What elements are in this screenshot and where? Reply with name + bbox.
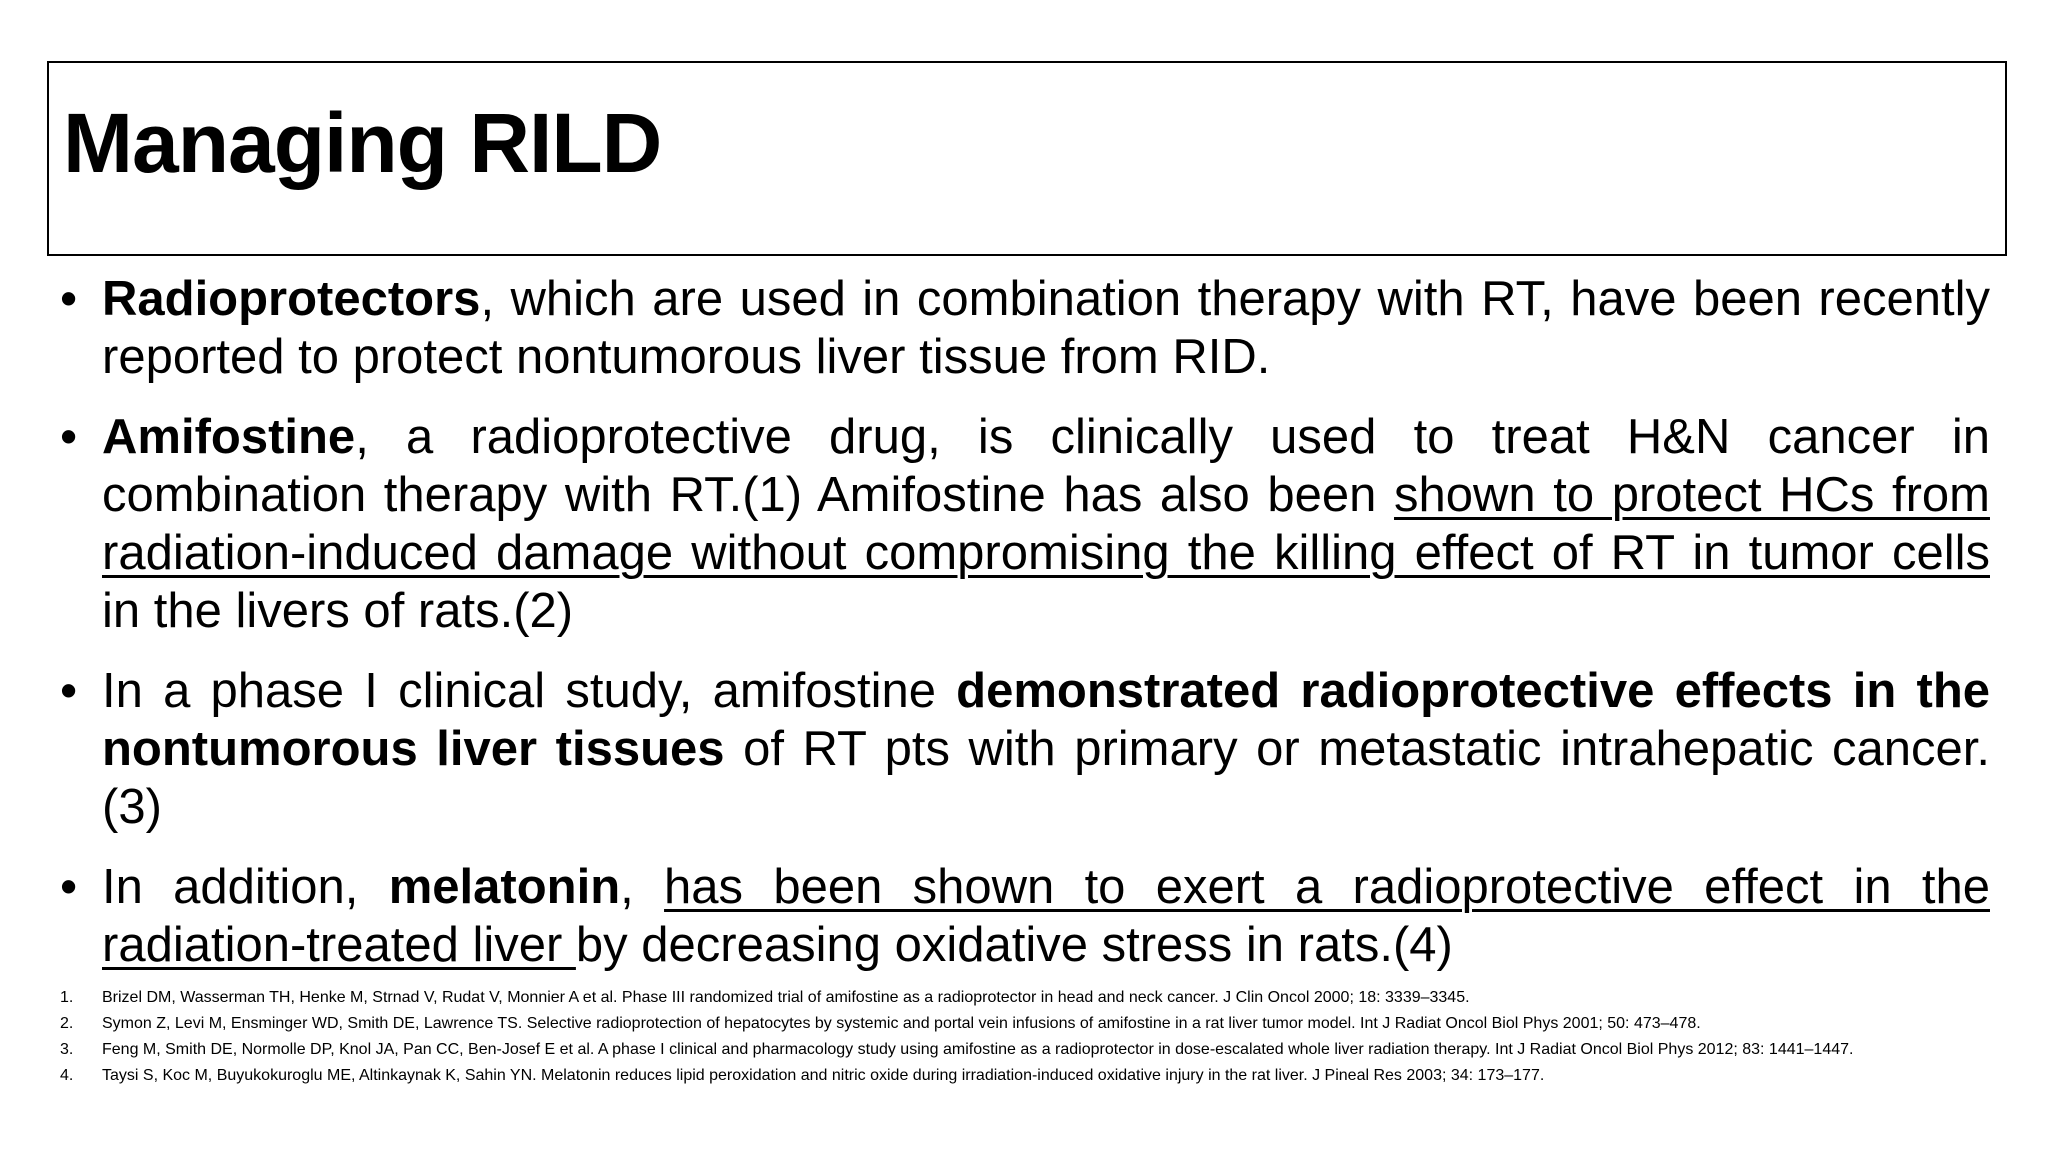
bullet-text: , <box>620 860 665 914</box>
bullet-underlined-text: shown to protect HCs from radiation-induced damage without compromising the killing effect of RT in tumor cells <box>102 468 1990 580</box>
bullet-bold-term: melatonin <box>388 860 621 914</box>
reference-item <box>60 1011 1990 1037</box>
reference-text: Symon Z, Levi M, Ensminger WD, Smith DE, Lawrence TS. Selective radioprotection of hepatocytes by systemic and portal vein infusions of amifostine in a rat liver tumor model. Int J Radiat Oncol Biol Phys 2001; 50: 473–478. <box>102 1015 1701 1032</box>
bullet-text: by decreasing oxidative stress in rats.(4) <box>575 918 1453 972</box>
bullet-radioprotectors <box>60 270 1990 386</box>
reference-text: Feng M, Smith DE, Normolle DP, Knol JA, Pan CC, Ben-Josef E et al. A phase I clinical and pharmacology study using amifostine as a radioprotector in dose-escalated whole liver radiation therapy. Int J Radiat Oncol Biol Phys 2012; 83: 1441–1447. <box>102 1041 1854 1058</box>
bullet-list <box>60 270 1990 996</box>
bullet-text: In addition, <box>102 860 389 914</box>
reference-item <box>60 1063 1990 1089</box>
reference-item <box>60 1037 1990 1063</box>
bullet-bold-term: Amifostine <box>102 410 356 464</box>
reference-text: Brizel DM, Wasserman TH, Henke M, Strnad V, Rudat V, Monnier A et al. Phase III randomized trial of amifostine as a radioprotector in head and neck cancer. J Clin Oncol 2000; 18: 3339–3345. <box>102 989 1470 1006</box>
bullet-bold-term: Radioprotectors <box>102 272 481 326</box>
reference-number: 1. <box>60 989 74 1006</box>
reference-list <box>60 985 1990 1089</box>
bullet-phase-one-study <box>60 662 1990 836</box>
bullet-underlined-text: has been shown to exert a radioprotective effect in the radiation-treated liver <box>102 860 1990 972</box>
bullet-text: , a radioprotective drug, is clinically used to treat H&N cancer in combination therapy with RT.(1) Amifostine has also been <box>102 410 1990 522</box>
bullet-amifostine <box>60 408 1990 640</box>
reference-number: 2. <box>60 1015 74 1032</box>
slide-title-box <box>47 61 2007 256</box>
bullet-text: In a phase I clinical study, amifostine <box>102 664 957 718</box>
reference-number: 3. <box>60 1041 74 1058</box>
reference-text: Taysi S, Koc M, Buyukokuroglu ME, Altinkaynak K, Sahin YN. Melatonin reduces lipid peroxidation and nitric oxide during irradiation-induced oxidative injury in the rat liver. J Pineal Res 2003; 34: 173–177. <box>102 1067 1545 1084</box>
bullet-melatonin <box>60 858 1990 974</box>
slide-title: Managing RILD <box>63 96 662 190</box>
bullet-text: of RT pts with primary or metastatic intrahepatic cancer.(3) <box>102 722 1990 834</box>
bullet-text: in the livers of rats.(2) <box>102 584 574 638</box>
reference-item <box>60 985 1990 1011</box>
bullet-bold-term: demonstrated radioprotective effects in the nontumorous liver tissues <box>102 664 1990 776</box>
bullet-text: , which are used in combination therapy with RT, have been recently reported to protect nontumorous liver tissue from RID. <box>102 272 1990 384</box>
reference-number: 4. <box>60 1067 74 1084</box>
